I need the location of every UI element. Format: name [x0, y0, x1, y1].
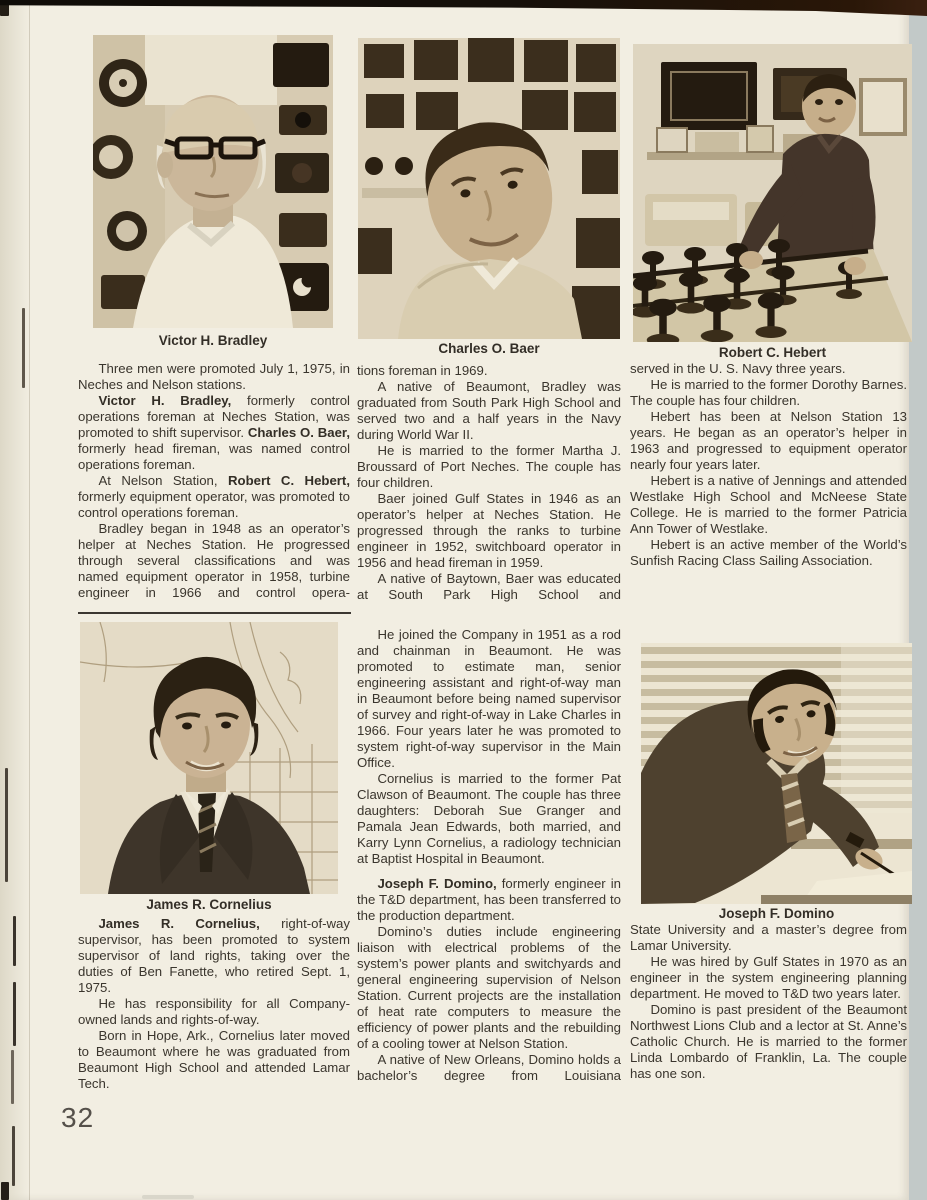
bold-run-in-name: James R. Cornelius, [98, 916, 260, 931]
paragraph [357, 443, 621, 491]
photo-cornelius-art [80, 622, 338, 894]
photo-caption-cornelius: James R. Cornelius [146, 897, 272, 912]
paragraph [357, 924, 621, 1052]
photo-baer-art [358, 38, 620, 339]
paragraph [357, 1052, 621, 1084]
photo-caption-hebert: Robert C. Hebert [718, 345, 827, 360]
binding-mark [11, 1050, 14, 1104]
paragraph [78, 916, 350, 996]
text-run: At Nelson Station, [98, 473, 228, 488]
photo-caption-domino: Joseph F. Domino [718, 906, 835, 921]
text-run: formerly control operations foreman at Neches Station, was promoted to shift supervisor. [78, 393, 350, 440]
photo-bradley-art [93, 35, 333, 328]
text-run: formerly head fireman, was named control operations foreman. [78, 441, 350, 472]
paragraph [357, 379, 621, 443]
paragraph [630, 954, 907, 1002]
text-run: A native of Baytown, Baer was educated at South Park High School and [357, 571, 621, 602]
paragraph [357, 363, 621, 379]
paragraph [357, 771, 621, 867]
paragraph [357, 876, 621, 924]
article-column-bottom-middle [357, 627, 621, 1084]
text-run: right-of-way supervisor, has been promoted to system supervisor of land rights, taking over the duties of Ben Fanette, who retired Sept. 1, 1975. [78, 916, 350, 995]
text-run: Born in Hope, Ark., Cornelius later moved to Beaumont where he was graduated from Beaumont High School and attended Lamar Tech. [78, 1028, 350, 1091]
photo-victor-bradley [93, 35, 333, 328]
paragraph [78, 361, 350, 393]
photo-domino-art [641, 643, 912, 904]
text-run: formerly equipment operator, was promoted to control operations foreman. [78, 489, 350, 520]
text-run: Hebert is an active member of the World’s Sunfish Racing Class Sailing Association. [630, 537, 907, 568]
paragraph [78, 996, 350, 1028]
text-run: Bradley began in 1948 as an operator’s helper at Neches Station. He progressed through several classifications and was named equipment operator in 1958, turbine engineer in 1966 and control opera- [78, 521, 350, 600]
paragraph [630, 1002, 907, 1082]
text-run: formerly engineer in the T&D department, has been transferred to the production department. [357, 876, 621, 923]
article-column-1 [78, 361, 350, 601]
article-column-3 [630, 361, 907, 569]
text-run: Hebert is a native of Jennings and attended Westlake High School and McNeese State College. He is married to the former Patricia Ann Tower of Westlake. [630, 473, 907, 536]
paragraph [78, 393, 350, 473]
text-run: Domino is past president of the Beaumont Northwest Lions Club and a lector at St. Anne’s Catholic Church. He is married to the former Linda Lombardo of Franklin, La. The couple has one son. [630, 1002, 907, 1081]
page-number: 32 [61, 1102, 95, 1133]
text-run: State University and a master’s degree from Lamar University. [630, 922, 907, 953]
bold-run-in-name: Victor H. Bradley, [98, 393, 232, 408]
text-run: A native of Beaumont, Bradley was graduated from South Park High School and served two and a half years in the Navy during World War II. [357, 379, 621, 442]
article-column-2 [357, 363, 621, 603]
binding-mark [13, 982, 16, 1046]
text-run: Hebert has been at Nelson Station 13 years. He began as an operator’s helper in 1963 and progressed to equipment operator nearly four years later. [630, 409, 907, 472]
binding-mark [1, 1182, 9, 1200]
text-run: Baer joined Gulf States in 1946 as an operator’s helper at Neches Station. He progressed through the ranks to turbine engineer in 1952, switchboard operator in 1956 and head fireman in 1959. [357, 491, 621, 570]
photo-charles-baer [358, 38, 620, 339]
text-run: He has responsibility for all Company-owned lands and rights-of-way. [78, 996, 350, 1027]
photo-hebert-art [633, 44, 912, 342]
binding-mark [22, 308, 25, 388]
bold-run-in-name: Charles O. Baer, [247, 425, 350, 440]
text-run: A native of New Orleans, Domino holds a bachelor’s degree from Louisiana [357, 1052, 621, 1083]
text-run: He is married to the former Martha J. Broussard of Port Neches. The couple has four children. [357, 443, 621, 490]
photo-james-cornelius [80, 622, 338, 894]
text-run: He joined the Company in 1951 as a rod and chainman in Beaumont. He was promoted to estimate man, senior engineering assistant and right-of-way man in Beaumont before being named supervisor of survey and right-of-way in Lake Charles in 1966. Four years later he was promoted to system right-of-way supervisor in the Main Office. [357, 627, 621, 770]
text-run: Domino’s duties include engineering liaison with electrical problems of the system’s power plants and switchyards and general engineering supervision of Nelson Station. Current projects are the installation of heat rate computers to measure the efficiency of power plants and the rebuilding of a cooling tower at Nelson Station. [357, 924, 621, 1051]
text-run: Three men were promoted July 1, 1975, in Neches and Nelson stations. [78, 361, 350, 392]
paragraph [630, 922, 907, 954]
text-run: tions foreman in 1969. [357, 363, 488, 378]
paragraph [78, 473, 350, 521]
photo-caption-bradley: Victor H. Bradley [158, 333, 268, 348]
scan-smudge [142, 1195, 194, 1199]
text-run: served in the U. S. Navy three years. [630, 361, 846, 376]
article-column-bottom-right [630, 922, 907, 1082]
photo-caption-baer: Charles O. Baer [438, 341, 540, 356]
text-run: He was hired by Gulf States in 1970 as an engineer in the system engineering planning department. He moved to T&D two years later. [630, 954, 907, 1001]
binding-mark [5, 768, 8, 882]
paragraph [78, 521, 350, 601]
photo-robert-hebert [633, 44, 912, 342]
binding-mark [12, 1126, 15, 1186]
paragraph [78, 1028, 350, 1092]
paragraph [630, 537, 907, 569]
text-run: He is married to the former Dorothy Barnes. The couple has four children. [630, 377, 907, 408]
bold-run-in-name: Joseph F. Domino, [377, 876, 497, 891]
paragraph [357, 627, 621, 771]
photo-joseph-domino [641, 643, 912, 904]
paragraph [630, 409, 907, 473]
paragraph [630, 377, 907, 409]
paragraph [630, 361, 907, 377]
binding-mark [13, 916, 16, 966]
bold-run-in-name: Robert C. Hebert, [228, 473, 350, 488]
paragraph [630, 473, 907, 537]
section-divider-rule [78, 612, 351, 614]
text-run: Cornelius is married to the former Pat Clawson of Beaumont. The couple has three daughters: Deborah Sue Granger and Pamala Jean Edwards, both married, and Karry Lynn Cornelius, a radiology technician at Baptist Hospital in Beaumont. [357, 771, 621, 866]
article-column-bottom-left [78, 916, 350, 1092]
binding-crease [29, 0, 30, 1200]
paragraph [357, 491, 621, 571]
paragraph [357, 571, 621, 603]
